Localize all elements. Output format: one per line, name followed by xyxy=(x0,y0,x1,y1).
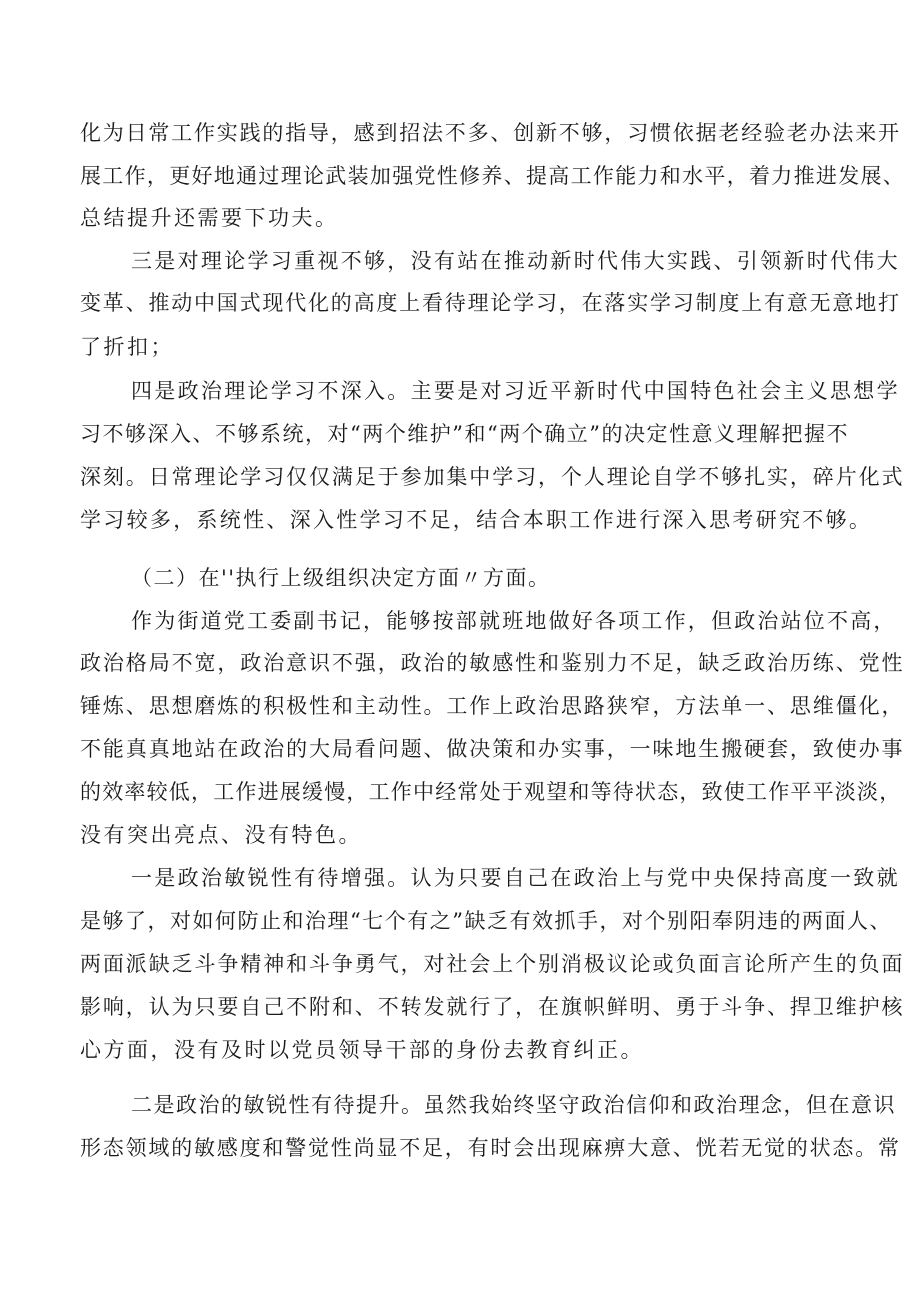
text-line: 作为街道党工委副书记，能够按部就班地做好各项工作，但政治站位不高， xyxy=(131,609,897,633)
text-line: 心方面，没有及时以党员领导干部的身份去教育纠正。 xyxy=(80,1038,644,1062)
text-line: 一是政治敏锐性有待增强。认为只要自己在政治上与党中央保持高度一致就 xyxy=(131,866,900,890)
section-heading: （二）在''执行上级组织决定方面〃方面。 xyxy=(131,566,551,590)
text-line: 展工作，更好地通过理论武装加强党性修养、提高工作能力和水平，着力推进发展、 xyxy=(80,164,906,188)
text-line: 总结提升还需要下功夫。 xyxy=(80,206,339,230)
text-line: 学习较多，系统性、深入性学习不足，结合本职工作进行深入思考研究不够。 xyxy=(80,508,873,532)
text-line: 习不够深入、不够系统，对“两个维护”和“两个确立”的决定性意义理解把握不 xyxy=(80,422,849,446)
text-line: 没有突出亮点、没有特色。 xyxy=(80,823,362,847)
text-line: 是够了，对如何防止和治理“七个有之”缺乏有效抓手，对个别阳奉阴违的两面人、 xyxy=(80,909,892,933)
text-line: 三是对理论学习重视不够，没有站在推动新时代伟大实践、引领新时代伟大 xyxy=(131,249,900,273)
text-line: 变革、推动中国式现代化的高度上看待理论学习，在落实学习制度上有意无意地打 xyxy=(80,291,901,315)
text-line: 了折扣； xyxy=(80,335,174,359)
text-line: 不能真真地站在政治的大局看问题、做决策和办实事，一味地生搬硬套，致使办事 xyxy=(80,737,905,761)
text-line: 深刻。日常理论学习仅仅满足于参加集中学习，个人理论自学不够扎实，碎片化式 xyxy=(80,465,905,489)
text-line: 锤炼、思想磨炼的积极性和主动性。工作上政治思路狭窄，方法单一、思维僵化， xyxy=(80,694,905,718)
text-line: 的效率较低，工作进展缓慢，工作中经常处于观望和等待状态，致使工作平平淡淡， xyxy=(80,780,902,804)
text-line: 形态领域的敏感度和警觉性尚显不足，有时会出现麻痹大意、恍若无觉的状态。常 xyxy=(80,1136,901,1160)
text-line: 二是政治的敏锐性有待提升。虽然我始终坚守政治信仰和政治理念，但在意识 xyxy=(131,1093,896,1117)
text-line: 政治格局不宽，政治意识不强，政治的敏感性和鉴别力不足，缺乏政治历练、党性 xyxy=(80,651,905,675)
text-line: 四是政治理论学习不深入。主要是对习近平新时代中国特色社会主义思想学 xyxy=(131,379,900,403)
text-line: 影响，认为只要自己不附和、不转发就行了，在旗帜鲜明、勇于斗争、捍卫维护核 xyxy=(80,995,905,1019)
text-line: 化为日常工作实践的指导，感到招法不多、创新不够，习惯依据老经验老办法来开 xyxy=(80,121,901,145)
text-line: 两面派缺乏斗争精神和斗争勇气，对社会上个别消极议论或负面言论所产生的负面 xyxy=(80,952,905,976)
